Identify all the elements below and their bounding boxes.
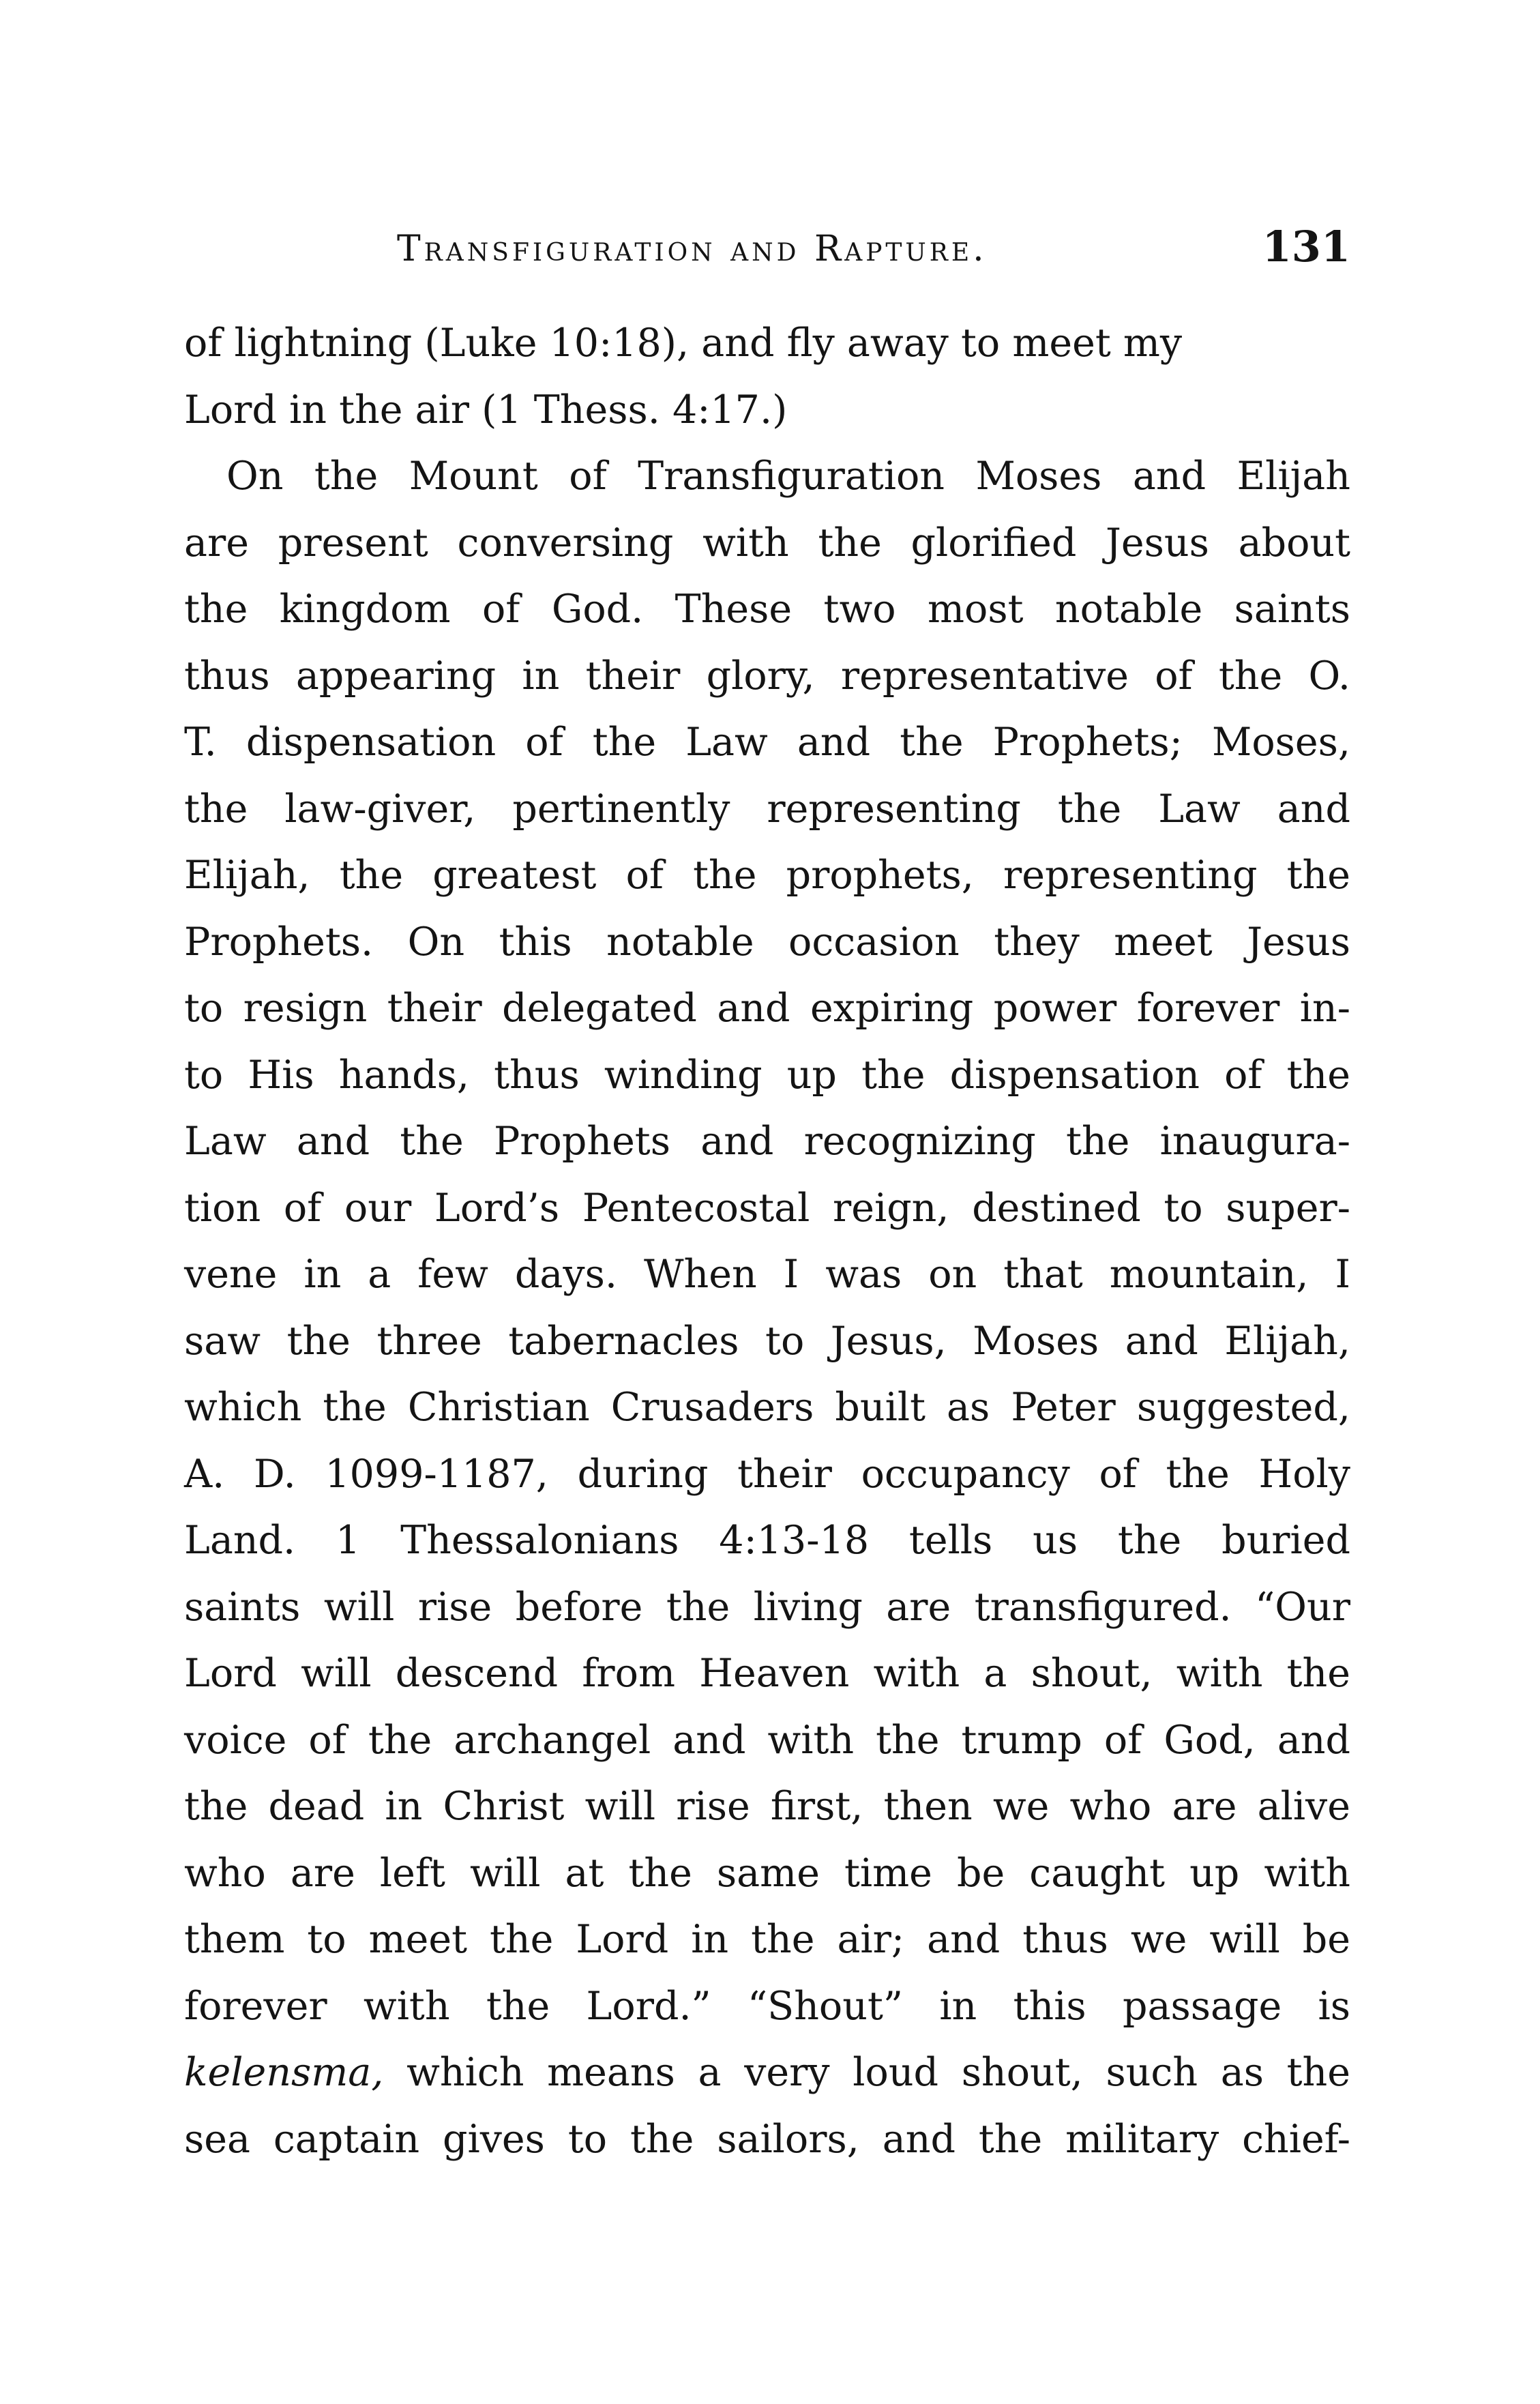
- text-line: Prophets. On this notable occasion they meet Jesus: [184, 919, 1350, 965]
- page-number: 131: [1262, 222, 1350, 272]
- running-title: Transfiguration and Rapture.: [397, 229, 988, 269]
- text-line: saints will rise before the living are transfigured. “Our: [184, 1584, 1350, 1630]
- text-line: On the Mount of Transfiguration Moses and Elijah: [226, 454, 1350, 499]
- text-line: who are left will at the same time be caught up with: [184, 1850, 1350, 1896]
- text-line: saw the three tabernacles to Jesus, Moses and Elijah,: [184, 1318, 1350, 1364]
- text-line: sea captain gives to the sailors, and the military chief-: [184, 2116, 1350, 2162]
- text-line: which the Christian Crusaders built as Peter suggested,: [184, 1385, 1350, 1430]
- text-line: A. D. 1099-1187, during their occupancy of the Holy: [184, 1451, 1350, 1497]
- text-line: Lord in the air (1 Thess. 4:17.): [184, 387, 788, 433]
- running-head: [184, 222, 1350, 283]
- text-line: of lightning (Luke 10:18), and fly away to meet my: [184, 321, 1183, 366]
- text-line: T. dispensation of the Law and the Prophets; Moses,: [184, 720, 1350, 765]
- text-line-rest: which means a very loud shout, such as the: [406, 2050, 1351, 2095]
- text-line: Law and the Prophets and recognizing the inaugura-: [184, 1119, 1350, 1164]
- text-line: Elijah, the greatest of the prophets, representing the: [184, 853, 1350, 898]
- text-line: the law-giver, pertinently representing the Law and: [184, 786, 1350, 832]
- text-line: the kingdom of God. These two most notable saints: [184, 587, 1350, 632]
- text-line: tion of our Lord’s Pentecostal reign, destined to super-: [184, 1185, 1350, 1231]
- text-line: are present conversing with the glorified Jesus about: [184, 520, 1350, 566]
- text-line: to His hands, thus winding up the dispensation of the: [184, 1052, 1350, 1098]
- body-text: [184, 310, 1350, 2173]
- text-line: vene in a few days. When I was on that mountain, I: [184, 1252, 1350, 1297]
- text-line: forever with the Lord.” “Shout” in this passage is: [184, 1983, 1350, 2029]
- italic-word: kelensma,: [184, 2050, 384, 2095]
- text-line: thus appearing in their glory, representative of the O.: [184, 653, 1350, 699]
- text-line-with-italic: [184, 2040, 1350, 2107]
- text-line: them to meet the Lord in the air; and thus we will be: [184, 1917, 1350, 1962]
- text-line: the dead in Christ will rise first, then we who are alive: [184, 1784, 1350, 1829]
- text-line: voice of the archangel and with the trump of God, and: [184, 1717, 1350, 1763]
- text-line: Land. 1 Thessalonians 4:13-18 tells us the buried: [184, 1518, 1350, 1563]
- text-line: to resign their delegated and expiring power forever in-: [184, 986, 1350, 1031]
- text-line: Lord will descend from Heaven with a shout, with the: [184, 1651, 1350, 1696]
